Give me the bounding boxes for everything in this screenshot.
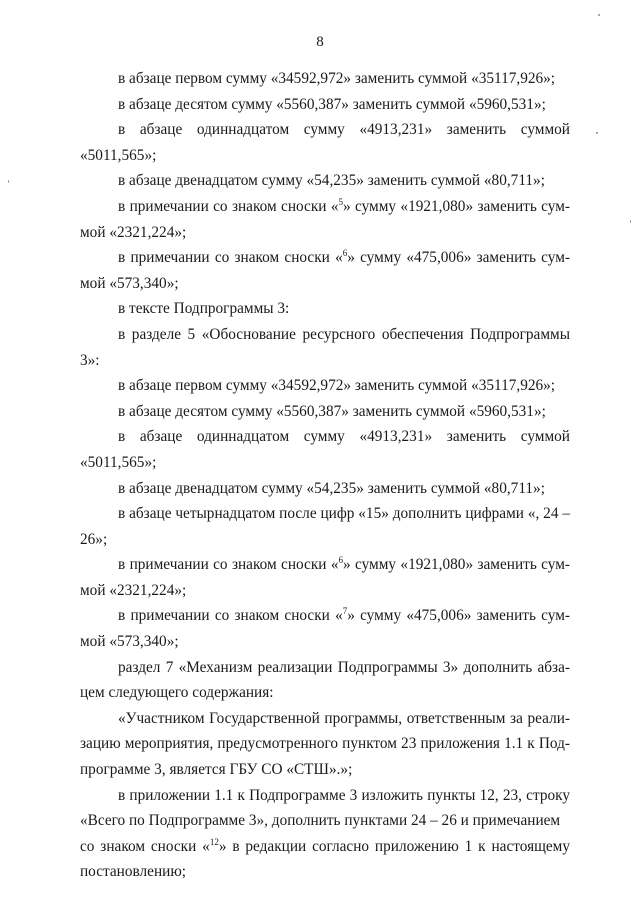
paragraph: в тексте Подпрограммы 3:: [118, 300, 290, 318]
footnote-mark: 6: [342, 248, 348, 259]
paragraph: в абзаце первом сумму «34592,972» заменить суммой «35117,926»;: [118, 70, 556, 87]
paragraph-text: » сумму «475,006» заменить сум-мой «573,340»;: [80, 249, 570, 292]
paragraph-text: » сумму «1921,080» заменить сум-мой «2321,224»;: [80, 556, 570, 599]
paragraph: в абзаце первом сумму «34592,972» заменить суммой «35117,926»;: [118, 377, 556, 395]
paragraph-text: » в редакции согласно приложению 1 к настоящему постановлению;: [80, 837, 571, 881]
paragraph-footnote-ref: [80, 834, 570, 885]
paragraph: в абзаце двенадцатом сумму «54,235» заменить суммой «80,711»;: [118, 172, 545, 190]
paragraph-text: » сумму «475,006» заменить сум-мой «573,340»;: [80, 607, 570, 651]
page-number: 8: [316, 34, 324, 50]
footnote-mark: 12: [209, 836, 219, 847]
paragraph: раздел 7 «Механизм реализации Подпрограммы 3» дополнить абза-цем следующего содержания:: [80, 658, 570, 702]
paragraph-footnote-ref: [80, 245, 570, 296]
paragraph: в абзаце одиннадцатом сумму «4913,231» заменить суммой «5011,565»;: [80, 428, 570, 471]
paragraph-footnote-ref: [80, 603, 570, 654]
footnote-mark: 6: [338, 555, 343, 566]
footnote-mark: 7: [342, 606, 348, 617]
scan-speck: [598, 14, 600, 16]
scan-speck: [596, 132, 598, 134]
document-body: [80, 66, 570, 885]
paragraph: в абзаце десятом сумму «5560,387» заменить суммой «5960,531»;: [118, 95, 546, 113]
paragraph: в абзаце двенадцатом сумму «54,235» заменить суммой «80,711»;: [118, 479, 545, 497]
scan-speck: [8, 180, 9, 183]
paragraph-text: » сумму «1921,080» заменить сум-мой «2321,224»;: [80, 197, 570, 241]
paragraph-footnote-ref: [80, 194, 570, 245]
paragraph-text: в примечании со знаком сноски «: [118, 607, 343, 625]
paragraph-footnote-ref: [80, 552, 570, 603]
footnote-mark: 5: [338, 196, 343, 207]
paragraph: «Участником Государственной программы, ответственным за реали-зацию мероприятия, предусмотренного пунктом 23 приложения 1.1 к Под-программе 3, является ГБУ СО «СТШ».»;: [80, 709, 570, 779]
paragraph: в приложении 1.1 к Подпрограмме 3 изложить пункты 12, 23, строку «Всего по Подпрограмме 3», дополнить пунктами 24 – 26 и примечанием: [80, 786, 570, 830]
paragraph-text: со знаком сноски «: [80, 837, 210, 855]
paragraph: в абзаце десятом сумму «5560,387» заменить суммой «5960,531»;: [118, 402, 546, 420]
paragraph-text: в примечании со знаком сноски «: [118, 556, 339, 574]
scan-speck: [630, 220, 631, 223]
paragraph: в абзаце одиннадцатом сумму «4913,231» заменить суммой «5011,565»;: [80, 121, 570, 164]
paragraph: в абзаце четырнадцатом после цифр «15» дополнить цифрами «, 24 – 26»;: [80, 505, 570, 548]
paragraph: в разделе 5 «Обоснование ресурсного обеспечения Подпрограммы 3»:: [80, 325, 570, 369]
paragraph-text: в примечании со знаком сноски «: [118, 197, 339, 215]
paragraph-text: в примечании со знаком сноски «: [118, 249, 343, 267]
